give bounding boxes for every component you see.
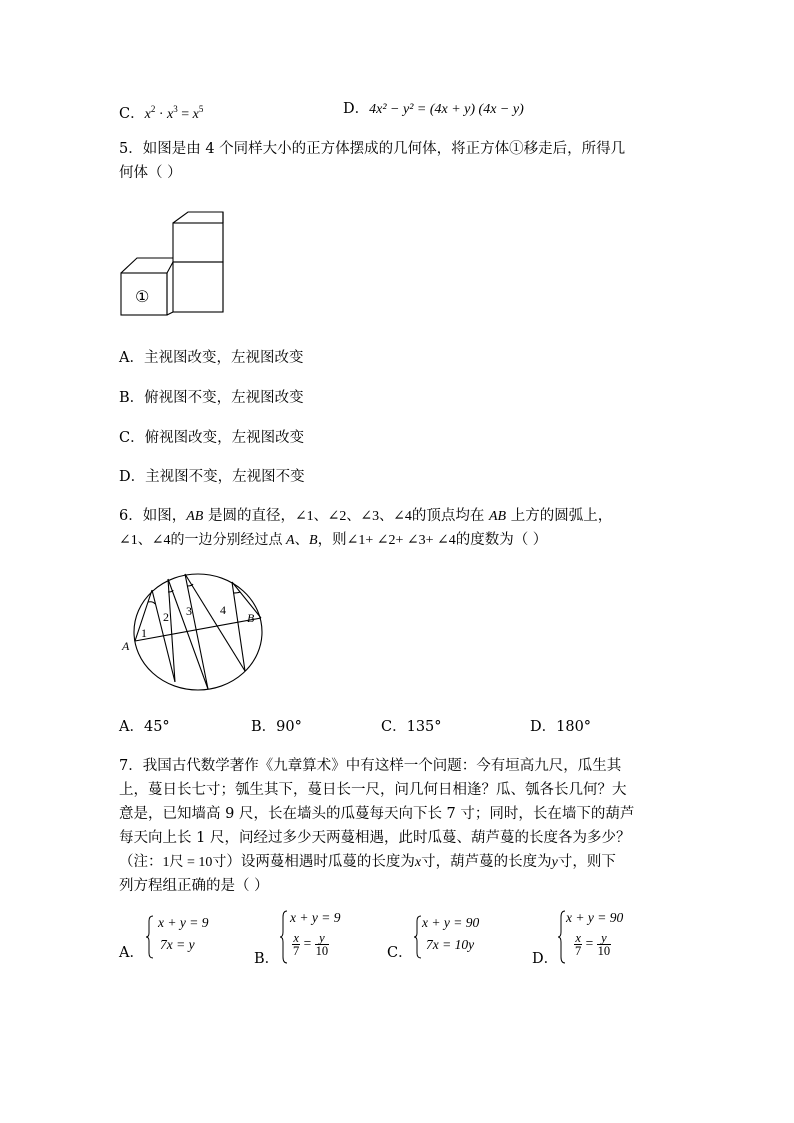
q7-b-eq1: x + y = 9 — [290, 910, 341, 925]
cube-1-side — [167, 312, 173, 315]
q5-option-a: A．主视图改变，左视图改变 — [119, 350, 304, 366]
dot: · — [155, 107, 167, 122]
brace-icon — [279, 910, 289, 964]
label-b: B — [247, 611, 255, 625]
cube-1-top — [121, 258, 173, 273]
q6-angles-list: ∠1、∠2、∠3、∠4 — [294, 509, 412, 524]
q7-note: 1尺 = 10寸 — [162, 855, 227, 870]
cube-upper-top — [173, 212, 223, 223]
q7-option-d-label: D． — [532, 951, 559, 967]
q7-text-5c: 寸，葫芦蔓的长度为 — [421, 854, 552, 870]
q6-text-2b: ，则 — [317, 532, 347, 548]
exp-3: 3 — [173, 104, 178, 114]
q7-stem-line5 — [119, 851, 616, 874]
brace-icon — [145, 915, 155, 959]
q6-stem-line1 — [119, 505, 612, 528]
cube-front-upper — [173, 223, 223, 262]
q7-option-c-system — [413, 915, 513, 961]
q7-a-eq2: 7x = y — [160, 937, 195, 952]
label-4: 4 — [220, 603, 226, 617]
q7-text-5b: ）设两蔓相遇时瓜蔓的长度为 — [226, 854, 415, 870]
q7-var-y: y — [551, 855, 558, 870]
q4-option-c-label: C． — [119, 106, 145, 122]
q7-d-eq1: x + y = 90 — [566, 910, 624, 925]
q4-option-c-expr — [144, 104, 204, 122]
q5-option-b: B．俯视图不变，左视图改变 — [119, 390, 304, 406]
q4-option-d-label: D． — [343, 101, 370, 117]
q6-stem-line2 — [119, 529, 547, 552]
q6-text-1b: 是圆的直径， — [203, 508, 295, 524]
label-1: 1 — [141, 626, 147, 640]
q5-cube-figure — [115, 206, 235, 318]
circle — [134, 574, 262, 690]
q5-stem-line2: 何体（ ） — [119, 165, 182, 181]
q7-option-b-system — [279, 910, 379, 966]
q7-stem-line4: 每天向上长 1 尺，问经过多少天两蔓相遇，此时瓜蔓、葫芦蔓的长度各为多少？ — [119, 830, 631, 846]
exp-5: 5 — [198, 104, 204, 114]
q6-option-b: B．90° — [251, 719, 302, 735]
q6-sep: 、 — [294, 532, 310, 548]
q7-text-5d: 寸，则下 — [557, 854, 616, 870]
angle-1-arc — [148, 602, 155, 604]
q7-text-5a: （注： — [119, 854, 163, 870]
q6-option-c: C．135° — [381, 719, 442, 735]
q7-var-x: x — [414, 855, 422, 870]
q4-option-d — [343, 98, 524, 121]
q7-a-eq1: x + y = 9 — [158, 915, 209, 930]
q5-stem-line1: 5．如图是由 4 个同样大小的正方体摆成的几何体，将正方体①移走后，所得几 — [119, 141, 626, 157]
q6-text-1a: 6．如图， — [119, 508, 187, 524]
q7-stem-line6: 列方程组正确的是（ ） — [119, 878, 269, 894]
q7-c-eq1: x + y = 90 — [422, 915, 480, 930]
q6-ab-2: AB — [488, 509, 507, 524]
q6-text-1c: 的顶点均在 — [411, 508, 489, 524]
q7-d-eq2: $\frac{x}{7}$ = $\frac{y}{10}$ — [575, 931, 611, 958]
q7-option-c-label: C． — [387, 945, 413, 961]
q5-option-c: C．俯视图改变，左视图改变 — [119, 430, 305, 446]
q6-point-a: A — [285, 533, 295, 548]
q7-b-eq2: $\frac{x}{7}$ = $\frac{y}{10}$ — [293, 931, 329, 958]
q6-text-2a: ∠1、∠4的一边分别经过点 — [119, 533, 286, 548]
base-x3: x — [192, 107, 199, 122]
equals: = — [177, 107, 193, 122]
q7-option-a-system — [145, 915, 235, 961]
label-2: 2 — [163, 610, 169, 624]
q6-ab-1: AB — [186, 509, 204, 524]
q7-option-b-label: B． — [254, 951, 280, 967]
cube-front-lower — [173, 262, 223, 312]
q6-point-b: B — [309, 533, 318, 548]
q7-stem-line1: 7．我国古代数学著作《九章算术》中有这样一个问题：今有垣高九尺，瓜生其 — [119, 758, 622, 774]
exp-2: 2 — [150, 104, 156, 114]
q7-stem-line3: 意是，已知墙高 9 尺，长在墙头的瓜蔓每天向下长 7 寸；同时，长在墙下的葫芦 — [119, 806, 635, 822]
base-x1: x — [144, 107, 151, 122]
label-3: 3 — [186, 604, 192, 618]
q7-stem-line2: 上，蔓日长七寸；瓠生其下，蔓日长一尺，问几何日相逢？瓜、瓠各长几何？大 — [119, 782, 627, 798]
q6-circle-figure — [115, 568, 275, 698]
q6-text-1d: 上方的圆弧上， — [506, 508, 613, 524]
q7-option-d-system — [557, 910, 657, 966]
q6-option-d: D．180° — [530, 719, 592, 735]
cube-1-label: ① — [135, 287, 150, 306]
q6-text-2c: 的度数为（ ） — [455, 532, 548, 548]
base-x2: x — [167, 107, 174, 122]
angle-4-arc — [233, 592, 240, 593]
q6-option-a: A．45° — [119, 719, 170, 735]
label-a: A — [122, 639, 130, 653]
q5-option-d: D．主视图不变，左视图不变 — [119, 469, 305, 485]
q7-option-a-label: A． — [119, 945, 144, 961]
q6-angle-sum: ∠1+ ∠2+ ∠3+ ∠4 — [346, 533, 456, 548]
q7-c-eq2: 7x = 10y — [426, 937, 475, 952]
q4-option-d-expr: 4x² − y² = (4x + y) (4x − y) — [369, 102, 524, 117]
q4-option-c — [119, 98, 203, 126]
cube-1-top-edge — [167, 262, 173, 273]
